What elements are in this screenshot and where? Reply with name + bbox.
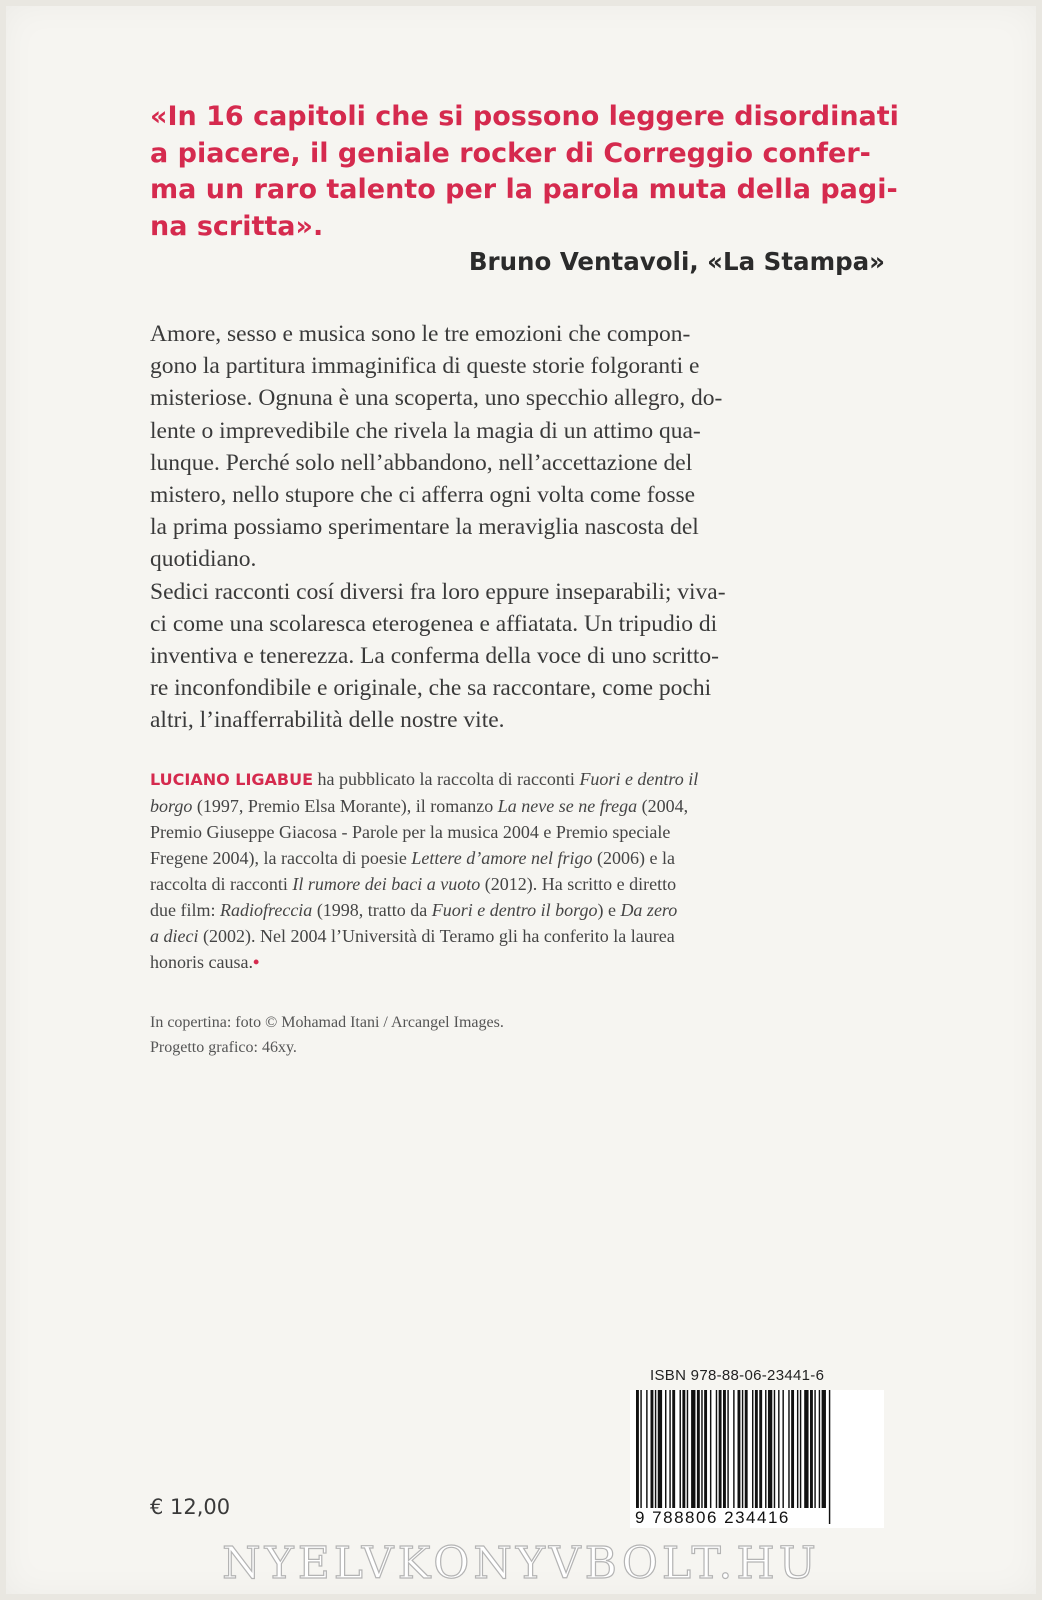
blurb-line: mistero, nello stupore che ci afferra ogni volta come fosse (150, 482, 696, 509)
blurb-line: ci come una scolaresca eterogenea e affiatata. Un tripudio di (150, 610, 718, 637)
bio-line: honoris causa.• (150, 952, 260, 972)
cover-photo-credit: In copertina: foto © Mohamad Itani / Arcangel Images. (150, 1014, 504, 1031)
bio-line: Premio Giuseppe Giacosa - Parole per la musica 2004 e Premio speciale (150, 822, 671, 842)
quote-attribution: Bruno Ventavoli, «La Stampa» (468, 247, 885, 276)
bio-line: due film: Radiofreccia (1998, tratto da Fuori e dentro il borgo) e Da zero (150, 900, 678, 920)
blurb-line: lunque. Perché solo nell’abbandono, nell’accettazione del (150, 449, 693, 476)
film-title: a dieci (150, 926, 199, 946)
blurb-line: quotidiano. (150, 546, 257, 573)
quote-line: a piacere, il geniale rocker di Correggio confer- (150, 137, 871, 169)
blurb-line: Sedici racconti cosí diversi fra loro eppure inseparabili; viva- (150, 578, 726, 605)
watermark: NYELVKONYVBOLT.HU (222, 1538, 820, 1589)
blurb-line: la prima possiamo sperimentare la meraviglia nascosta del (150, 514, 699, 541)
bio-line: Fregene 2004), la raccolta di poesie Lettere d’amore nel frigo (2006) e la (150, 848, 676, 868)
book-title: Il rumore dei baci a vuoto (292, 874, 481, 894)
bio-line: raccolta di racconti Il rumore dei baci a vuoto (2012). Ha scritto e diretto (150, 874, 677, 894)
bio-line: LUCIANO LIGABUE ha pubblicato la raccolta di racconti Fuori e dentro il (150, 769, 699, 789)
bio-line: borgo (1997, Premio Elsa Morante), il romanzo La neve se ne frega (2004, (150, 796, 689, 816)
end-mark: • (252, 952, 260, 972)
blurb-line: lente o imprevedibile che rivela la magia di un attimo qua- (150, 417, 701, 444)
author-bio (150, 766, 890, 975)
quote-line: ma un raro talento per la parola muta della pagi- (150, 174, 898, 205)
book-title: La neve se ne frega (497, 796, 638, 816)
book-title: Fuori e dentro il (579, 769, 699, 789)
credits (150, 1010, 504, 1060)
design-credit: Progetto grafico: 46xy. (150, 1039, 297, 1056)
film-title: Da zero (620, 900, 678, 920)
blurb-line: re inconfondibile e originale, che sa raccontare, come pochi (150, 675, 712, 702)
blurb-line: misteriose. Ognuna è una scoperta, uno specchio allegro, do- (150, 385, 723, 412)
blurb-line: altri, l’inafferrabilità delle nostre vite. (150, 707, 505, 734)
press-quote (150, 99, 899, 245)
blurb-line: inventiva e tenerezza. La conferma della voce di uno scritto- (150, 643, 719, 670)
price-label: € 12,00 (150, 1495, 231, 1519)
quote-line: «In 16 capitoli che si possono leggere disordinati (150, 101, 899, 132)
book-blurb (150, 318, 890, 737)
bio-line: a dieci (2002). Nel 2004 l’Università di Teramo gli ha conferito la laurea (150, 926, 675, 946)
blurb-line: gono la partitura immaginifica di queste storie folgoranti e (150, 353, 700, 380)
isbn-label: ISBN 978-88-06-23441-6 (650, 1367, 825, 1384)
film-title: Radiofreccia (220, 900, 313, 920)
book-title: borgo (150, 796, 193, 816)
book-title: Fuori e dentro il borgo (431, 900, 598, 920)
author-name: LUCIANO LIGABUE (150, 770, 314, 789)
quote-line: na scritta». (150, 210, 324, 242)
book-title: Lettere d’amore nel frigo (411, 848, 593, 868)
barcode-digits: 9 788806 234416 (635, 1508, 790, 1527)
blurb-line: Amore, sesso e musica sono le tre emozioni che compon- (150, 321, 691, 347)
